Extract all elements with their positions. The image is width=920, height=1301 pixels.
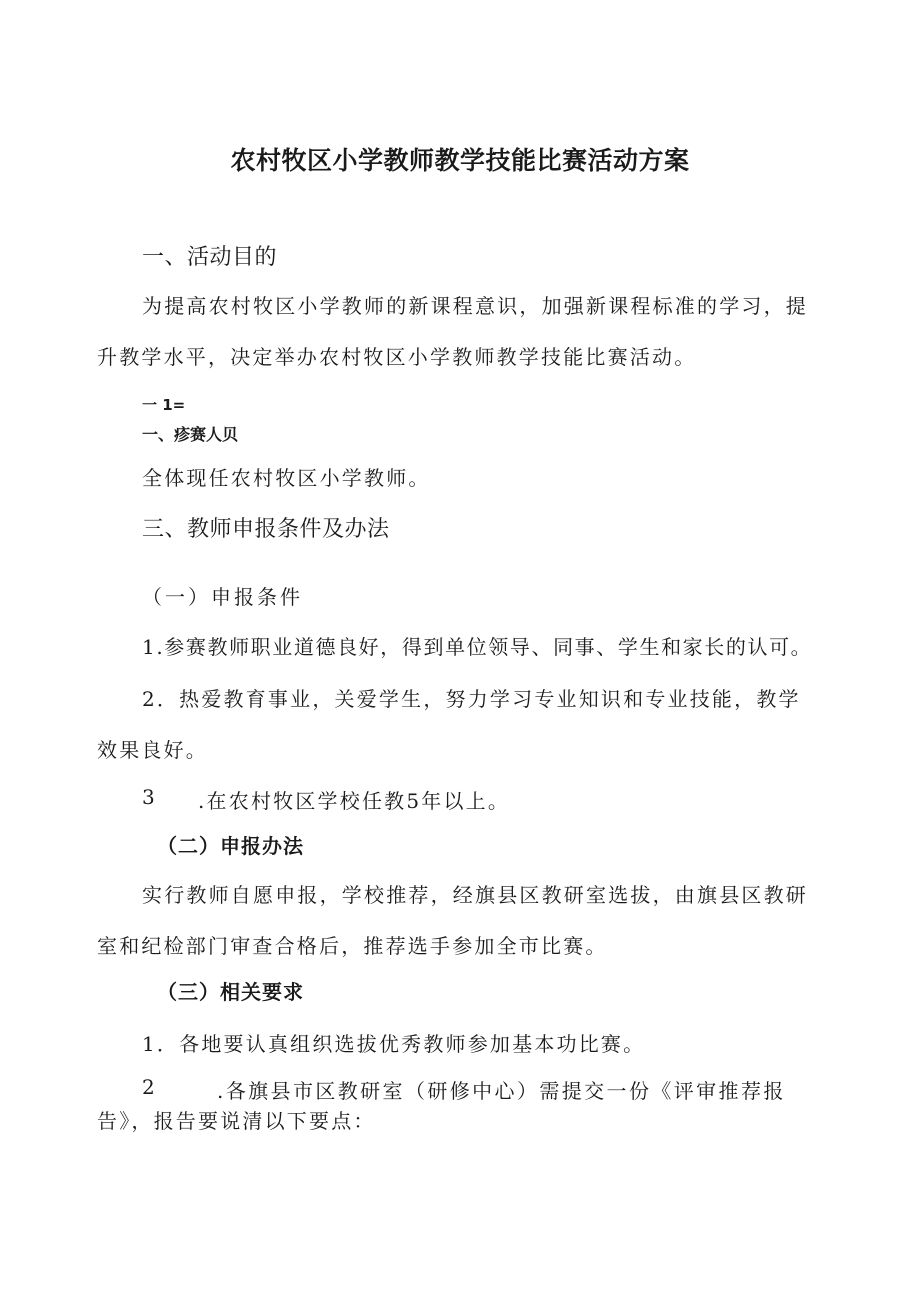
subsection-3-heading: （三）相关要求 (157, 980, 304, 1004)
section-1-paragraph-line-1: 为提高农村牧区小学教师的新课程意识，加强新课程标准的学习，提 (142, 294, 808, 318)
requirement-item-1: 1．各地要认真组织选拔优秀教师参加基本功比赛。 (142, 1032, 646, 1056)
subsection-2-heading: （二）申报办法 (157, 834, 304, 858)
requirement-item-2-line-2: 告》，报告要说清以下要点： (97, 1109, 376, 1133)
subsection-2-paragraph-line-1: 实行教师自愿申报，学校推荐，经旗县区教研室选拔，由旗县区教研 (142, 883, 808, 907)
subsection-2-paragraph-line-2: 室和纪检部门审查合格后，推荐选手参加全市比赛。 (97, 934, 608, 958)
subsection-1-heading: （一）申报条件 (142, 585, 303, 609)
section-1-paragraph-line-2: 升教学水平，决定举办农村牧区小学教师教学技能比赛活动。 (97, 345, 697, 369)
condition-item-3-text: .在农村牧区学校任教5年以上。 (198, 789, 511, 813)
condition-item-2-line-1: 2．热爱教育事业，关爱学生，努力学习专业知识和专业技能，教学 (142, 687, 801, 711)
section-3-heading: 三、教师申报条件及办法 (142, 517, 390, 542)
section-2-paragraph: 全体现任农村牧区小学教师。 (142, 466, 431, 490)
ocr-artifact: 一 1= (142, 396, 186, 414)
section-1-heading: 一、活动目的 (142, 245, 278, 270)
section-2-heading: 一、疹赛人贝 (142, 425, 239, 444)
condition-item-3-number: 3 (142, 785, 157, 809)
requirement-item-2-line-1: .各旗县市区教研室（研修中心）需提交一份《评审推荐报 (217, 1079, 786, 1103)
requirement-item-2-number: 2 (142, 1075, 157, 1099)
document-title: 农村牧区小学教师教学技能比赛活动方案 (230, 146, 690, 175)
condition-item-1: 1.参赛教师职业道德良好，得到单位领导、同事、学生和家长的认可。 (142, 635, 813, 659)
condition-item-2-line-2: 效果良好。 (97, 738, 208, 762)
